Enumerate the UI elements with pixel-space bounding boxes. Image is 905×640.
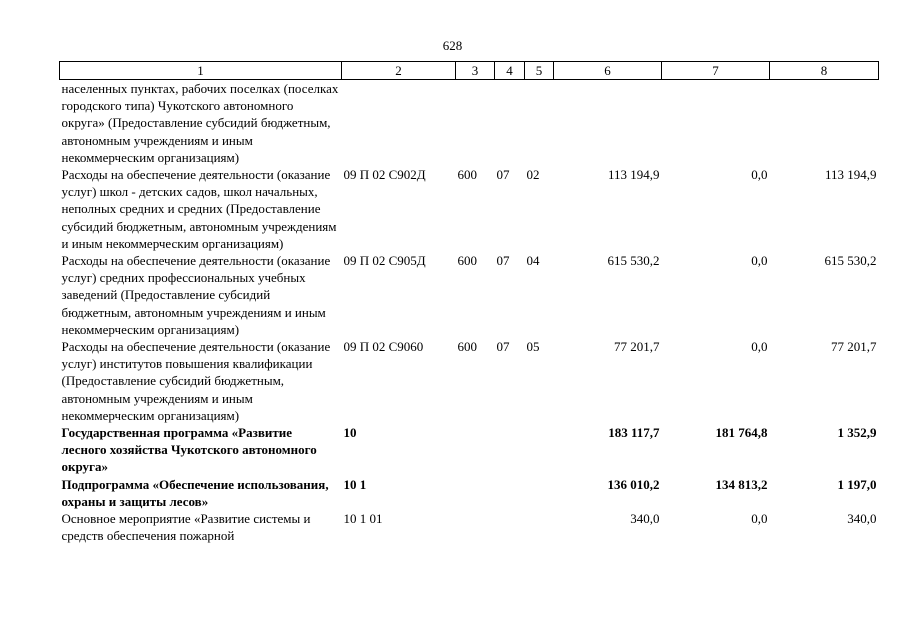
column-number-header (60, 62, 879, 80)
column-header: 8 (770, 62, 879, 80)
row-name: Основное мероприятие «Развитие системы и средств обеспечения пожарной (61, 511, 311, 544)
row-federal-amount: 0,0 (751, 339, 768, 355)
column-header: 5 (525, 62, 554, 80)
column-header: 6 (554, 62, 662, 80)
table-row (60, 80, 879, 167)
row-district-amount: 1 352,9 (837, 425, 877, 441)
row-subsection: 02 (526, 167, 540, 183)
row-section: 07 (496, 253, 510, 269)
row-district-amount (770, 80, 879, 167)
row-expense-type: 600 (457, 253, 477, 269)
row-section (495, 510, 525, 544)
row-total-amount (554, 80, 662, 167)
table-row (60, 510, 879, 544)
row-federal-amount: 0,0 (751, 511, 768, 527)
row-subsection (525, 510, 554, 544)
row-target-code: 10 1 01 (343, 511, 383, 527)
row-total-amount: 340,0 (630, 511, 660, 527)
row-total-amount: 77 201,7 (614, 339, 660, 355)
row-district-amount: 615 530,2 (824, 253, 877, 269)
column-header: 2 (342, 62, 456, 80)
row-total-amount: 183 117,7 (608, 425, 660, 441)
row-district-amount: 113 194,9 (824, 167, 877, 183)
column-header: 3 (456, 62, 495, 80)
row-target-code: 09 П 02 С902Д (343, 167, 426, 183)
row-total-amount: 136 010,2 (607, 476, 660, 492)
row-subsection (525, 80, 554, 167)
table-row (60, 252, 879, 338)
row-section: 07 (496, 167, 510, 183)
row-name: населенных пунктах, рабочих поселках (поселках городского типа) Чукотского автономного округа» (Предоставление субсидий бюджетным, автономным учреждениям и иным некоммерческим организациям) (61, 81, 339, 165)
column-header: 7 (662, 62, 770, 80)
row-target-code: 09 П 02 С9060 (343, 339, 424, 355)
table-row (60, 424, 879, 476)
page-number: 628 (442, 38, 463, 53)
row-total-amount: 113 194,9 (607, 167, 660, 183)
row-subsection: 04 (526, 253, 540, 269)
row-district-amount: 77 201,7 (831, 339, 877, 355)
row-expense-type: 600 (457, 339, 477, 355)
table-row (60, 476, 879, 510)
row-section: 07 (496, 339, 510, 355)
row-federal-amount: 181 764,8 (715, 425, 768, 441)
row-expense-type (456, 476, 495, 510)
row-subsection (525, 476, 554, 510)
row-target-code (342, 80, 456, 167)
row-federal-amount: 0,0 (751, 167, 768, 183)
row-name: Расходы на обеспечение деятельности (оказание услуг) школ - детских садов, школ начальных, неполных средних и средних (Предоставление субсидий бюджетным, автономным учреждениям и иным некоммерческим организациям) (61, 167, 337, 251)
row-name: Расходы на обеспечение деятельности (оказание услуг) средних профессиональных учебных заведений (Предоставление субсидий бюджетным, автономным учреждениям и иным некоммерческим организациям) (61, 253, 331, 337)
row-subsection (525, 424, 554, 476)
row-expense-type: 600 (457, 167, 477, 183)
row-target-code: 10 1 (343, 476, 367, 492)
column-header: 4 (495, 62, 525, 80)
row-federal-amount: 0,0 (751, 253, 768, 269)
budget-table (59, 61, 879, 544)
row-subsection: 05 (526, 339, 540, 355)
row-total-amount: 615 530,2 (607, 253, 660, 269)
row-section (495, 80, 525, 167)
row-name: Расходы на обеспечение деятельности (оказание услуг) институтов повышения квалификации (Предоставление субсидий бюджетным, автономным учреждениям и иным некоммерческим организациям) (61, 339, 331, 423)
row-federal-amount (662, 80, 770, 167)
column-header: 1 (60, 62, 342, 80)
row-federal-amount: 134 813,2 (715, 476, 768, 492)
row-name: Государственная программа «Развитие лесного хозяйства Чукотского автономного округа» (61, 425, 317, 475)
row-expense-type (456, 510, 495, 544)
row-section (495, 424, 525, 476)
row-target-code: 10 (343, 425, 357, 441)
row-target-code: 09 П 02 С905Д (343, 253, 426, 269)
row-name: Подпрограмма «Обеспечение использования, охраны и защиты лесов» (61, 476, 329, 509)
row-expense-type (456, 80, 495, 167)
table-row (60, 166, 879, 252)
table-row (60, 338, 879, 424)
row-section (495, 476, 525, 510)
row-district-amount: 340,0 (847, 511, 877, 527)
row-district-amount: 1 197,0 (837, 476, 877, 492)
table-body (60, 80, 879, 545)
row-expense-type (456, 424, 495, 476)
